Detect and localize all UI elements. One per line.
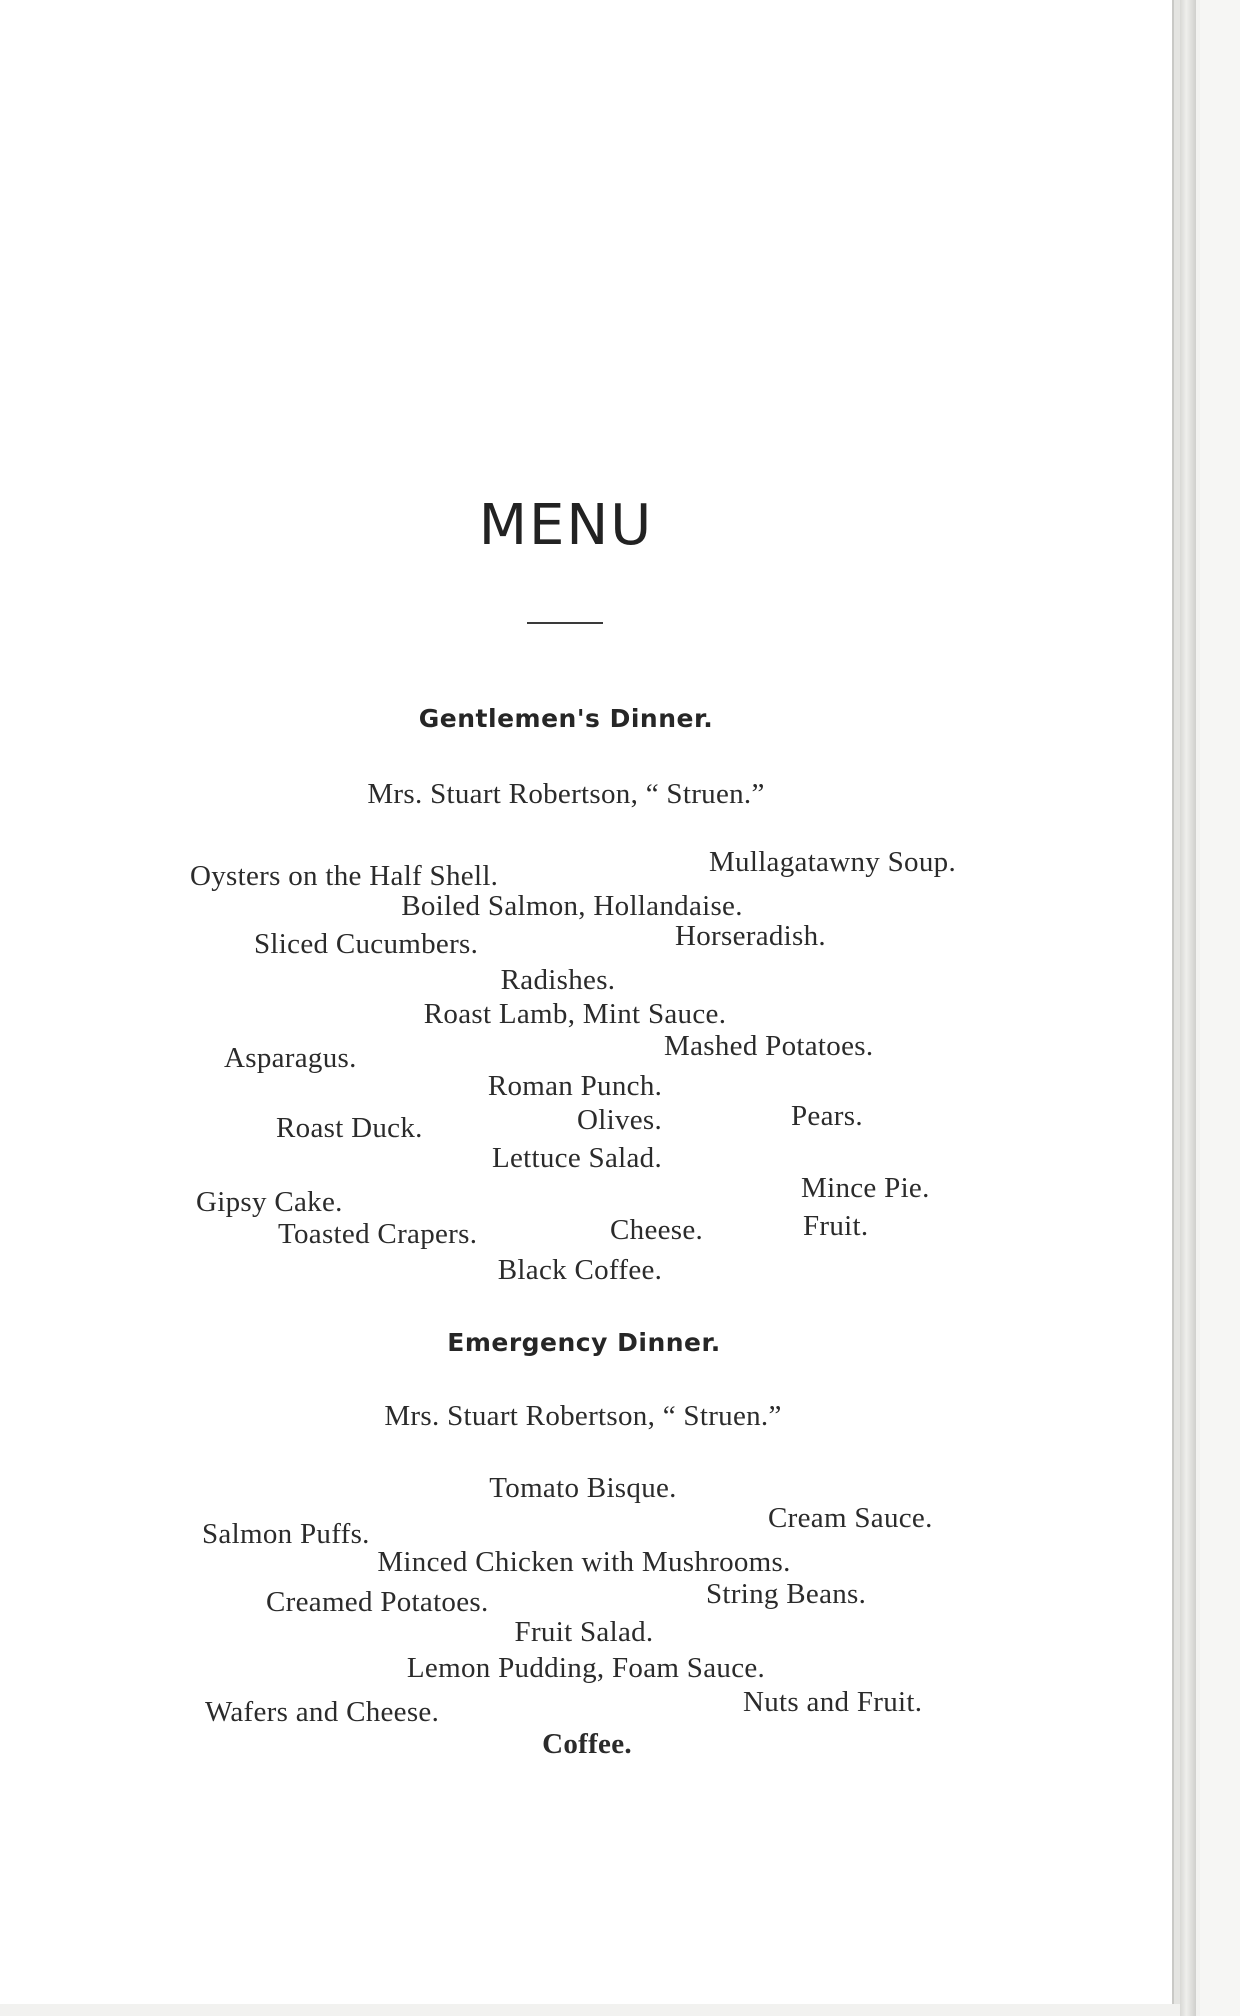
menu-item: Mince Pie. bbox=[801, 1172, 930, 1204]
section-heading-emergency-dinner: Emergency Dinner. bbox=[447, 1328, 721, 1357]
menu-item: Horseradish. bbox=[675, 920, 826, 952]
menu-item: Lettuce Salad. bbox=[491, 1142, 663, 1174]
menu-title: MENU bbox=[478, 493, 654, 558]
title-divider bbox=[527, 622, 603, 624]
section-attribution: Mrs. Stuart Robertson, “ Struen.” bbox=[384, 1400, 782, 1432]
menu-item: Roast Lamb, Mint Sauce. bbox=[423, 998, 727, 1030]
menu-item: Cream Sauce. bbox=[768, 1502, 933, 1534]
menu-item: Sliced Cucumbers. bbox=[254, 928, 479, 960]
menu-item: Pears. bbox=[791, 1100, 863, 1132]
menu-item: Radishes. bbox=[500, 964, 616, 996]
menu-item: Creamed Potatoes. bbox=[266, 1586, 489, 1618]
menu-item: Roast Duck. bbox=[276, 1112, 423, 1144]
menu-item: Mullagatawny Soup. bbox=[708, 846, 956, 878]
menu-item: Nuts and Fruit. bbox=[743, 1686, 923, 1718]
menu-item: Salmon Puffs. bbox=[202, 1518, 370, 1550]
menu-item: Fruit. bbox=[803, 1210, 869, 1242]
menu-item: Black Coffee. bbox=[497, 1254, 663, 1286]
menu-item: Oysters on the Half Shell. bbox=[190, 860, 499, 892]
menu-item: Roman Punch. bbox=[487, 1070, 663, 1102]
menu-item: Mashed Potatoes. bbox=[664, 1030, 874, 1062]
menu-item: Coffee. bbox=[542, 1728, 632, 1760]
page-edge bbox=[1180, 0, 1196, 2016]
section-attribution: Mrs. Stuart Robertson, “ Struen.” bbox=[367, 778, 765, 810]
menu-item: Gipsy Cake. bbox=[196, 1186, 343, 1218]
section-heading-gentlemens-dinner: Gentlemen's Dinner. bbox=[418, 704, 714, 733]
menu-item: String Beans. bbox=[706, 1578, 867, 1610]
menu-item: Boiled Salmon, Hollandaise. bbox=[401, 890, 743, 922]
menu-item: Tomato Bisque. bbox=[489, 1472, 677, 1504]
menu-item: Olives. bbox=[577, 1104, 663, 1136]
menu-item: Lemon Pudding, Foam Sauce. bbox=[406, 1652, 766, 1684]
menu-item: Minced Chicken with Mushrooms. bbox=[377, 1546, 791, 1578]
menu-item: Asparagus. bbox=[224, 1042, 357, 1074]
menu-item: Cheese. bbox=[610, 1214, 704, 1246]
menu-item: Fruit Salad. bbox=[514, 1616, 654, 1648]
menu-item: Toasted Crapers. bbox=[278, 1218, 478, 1250]
menu-item: Wafers and Cheese. bbox=[205, 1696, 440, 1728]
page-margin bbox=[1200, 0, 1240, 2016]
